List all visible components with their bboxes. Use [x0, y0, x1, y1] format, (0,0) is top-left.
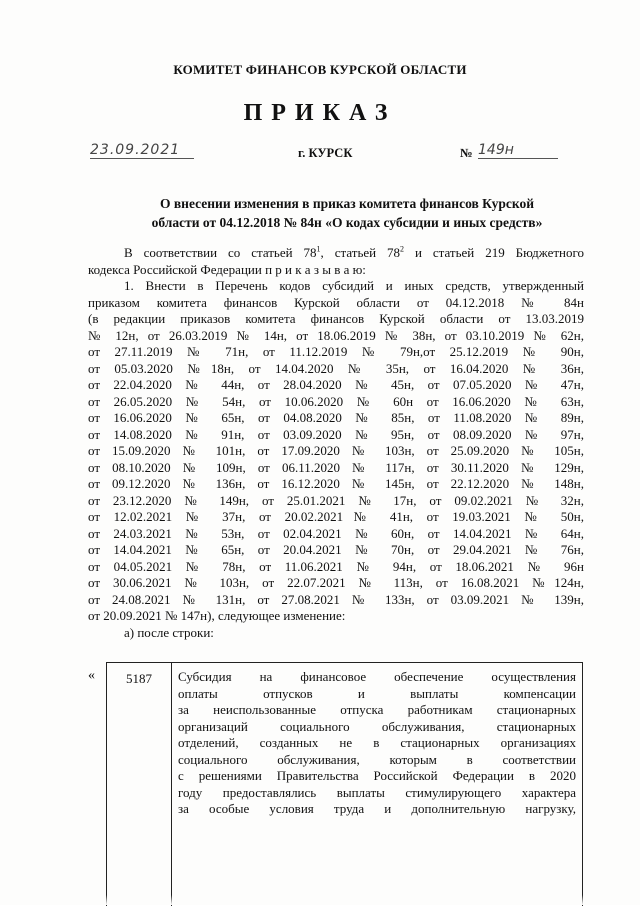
item-line: от 12.02.2021 № 37н, от 20.02.2021№ 41н, от 19.03.2021 № 50н, [88, 509, 584, 524]
item-line: от 22.04.2020 № 44н, от 28.04.2020 № 45н, от 07.05.2020 № 47н, [88, 377, 584, 392]
description-line: за неиспользованные отпуска работникам стационарных [178, 702, 576, 717]
item-line: от 26.05.2020 № 54н, от 10.06.2020 № 60н от 16.06.2020 № 63н, [88, 393, 584, 409]
item-line: от 27.11.2019 № 71н, от 11.12.2019 № 79н,от 25.12.2019 № 90н, [88, 344, 584, 359]
opening-quote: « [88, 668, 95, 683]
item-line: от 15.09.2020 № 101н, от 17.09.2020 № 103н, от 25.09.2020 № 105н, [88, 443, 584, 458]
item-line: от 24.08.2021 № 131н, от 27.08.2021 № 133н, от 03.09.2021 № 139н, [88, 591, 584, 607]
organization-header: КОМИТЕТ ФИНАНСОВ КУРСКОЙ ОБЛАСТИ [173, 62, 467, 77]
codes-table-row [106, 662, 583, 906]
city-label: г. КУРСК [298, 146, 353, 160]
page-bottom-edge [0, 895, 640, 905]
description-line: за особые условия труда и дополнительную нагрузку, [178, 801, 576, 816]
document-body [88, 245, 584, 641]
handwritten-date: 23.09.2021 [90, 142, 194, 159]
preamble-line: В соответствии со статьей $78^1$, статьей $78^2$ и статьей 219 Бюджетного [124, 244, 584, 260]
document-subject-title [108, 194, 586, 232]
item-line: 1. Внести в Перечень кодов субсидий и иных средств, утвержденный [124, 278, 584, 293]
item-line: приказом комитета финансов Курской области от 04.12.2018 № 84н [88, 294, 584, 310]
description-line: социального обслуживания, которым в соответствии [178, 751, 576, 767]
item-line: от 14.04.2021 № 65н, от 20.04.2021 № 70н, от 29.04.2021 № 76н, [88, 542, 584, 557]
superscript: 2 [400, 244, 405, 254]
description-line: Субсидия на финансовое обеспечение осуществления [178, 669, 576, 684]
title-line: О внесении изменения в приказ комитета финансов Курской [160, 196, 534, 211]
superscript: 1 [316, 244, 321, 254]
description-line: отделений, созданных не в стационарных организациях [178, 735, 576, 750]
handwritten-document-number: 149н [478, 142, 558, 159]
description-line: с решениями Правительства Российской Федерации в 2020 [178, 768, 576, 783]
table-cell-code: 5187 [126, 671, 152, 686]
item-line: от 08.10.2020 № 109н, от 06.11.2020 № 117н, от 30.11.2020 № 129н, [88, 459, 584, 475]
item-line: от 23.12.2020 № 149н, от 25.01.2021 № 17н, от 09.02.2021 № 32н, [88, 492, 584, 508]
number-sign: № [460, 146, 473, 160]
description-line: организаций социального обслуживания, стационарных [178, 718, 576, 734]
item-line: от 14.08.2020 № 91н, от 03.09.2020 № 95н, от 08.09.2020 № 97н, [88, 426, 584, 442]
document-type-title: ПРИКАЗ [243, 100, 397, 126]
table-column-divider [171, 663, 172, 906]
title-line: области от 04.12.2018 № 84н «О кодах субсидии и иных средств» [151, 215, 543, 230]
item-line: от 04.05.2021 № 78н, от 11.06.2021 № 94н, от 18.06.2021 № 96н [88, 558, 584, 574]
preamble-line: кодекса Российской Федерации п р и к а з ы в а ю: [88, 261, 366, 277]
item-line: от 09.12.2020 № 136н, от 16.12.2020 № 145н, от 22.12.2020 № 148н, [88, 476, 584, 491]
description-line: оплаты отпусков и выплаты компенсации [178, 685, 576, 701]
item-line: от 05.03.2020 №18н, от 14.04.2020 № 35н, от 16.04.2020 № 36н, [88, 360, 584, 376]
description-line: году предоставлялись выплаты стимулирующего характера [178, 784, 576, 800]
item-line: от 24.03.2021 № 53н, от 02.04.2021 № 60н, от 14.04.2021 № 64н, [88, 525, 584, 541]
subitem-a: а) после строки: [124, 624, 214, 640]
table-cell-description [178, 669, 576, 818]
item-line: (в редакции приказов комитета финансов Курской области от 13.03.2019 [88, 311, 584, 326]
item-line: от 16.06.2020 № 65н, от 04.08.2020 № 85н, от 11.08.2020 № 89н, [88, 410, 584, 425]
item-line: от 20.09.2021 № 147н), следующее изменение: [88, 608, 346, 623]
item-line: от 30.06.2021 № 103н, от 22.07.2021 № 113н, от 16.08.2021 №124н, [88, 575, 584, 590]
item-line: № 12н, от 26.03.2019 № 14н, от 18.06.2019 № 38н, от 03.10.2019 № 62н, [88, 327, 584, 343]
